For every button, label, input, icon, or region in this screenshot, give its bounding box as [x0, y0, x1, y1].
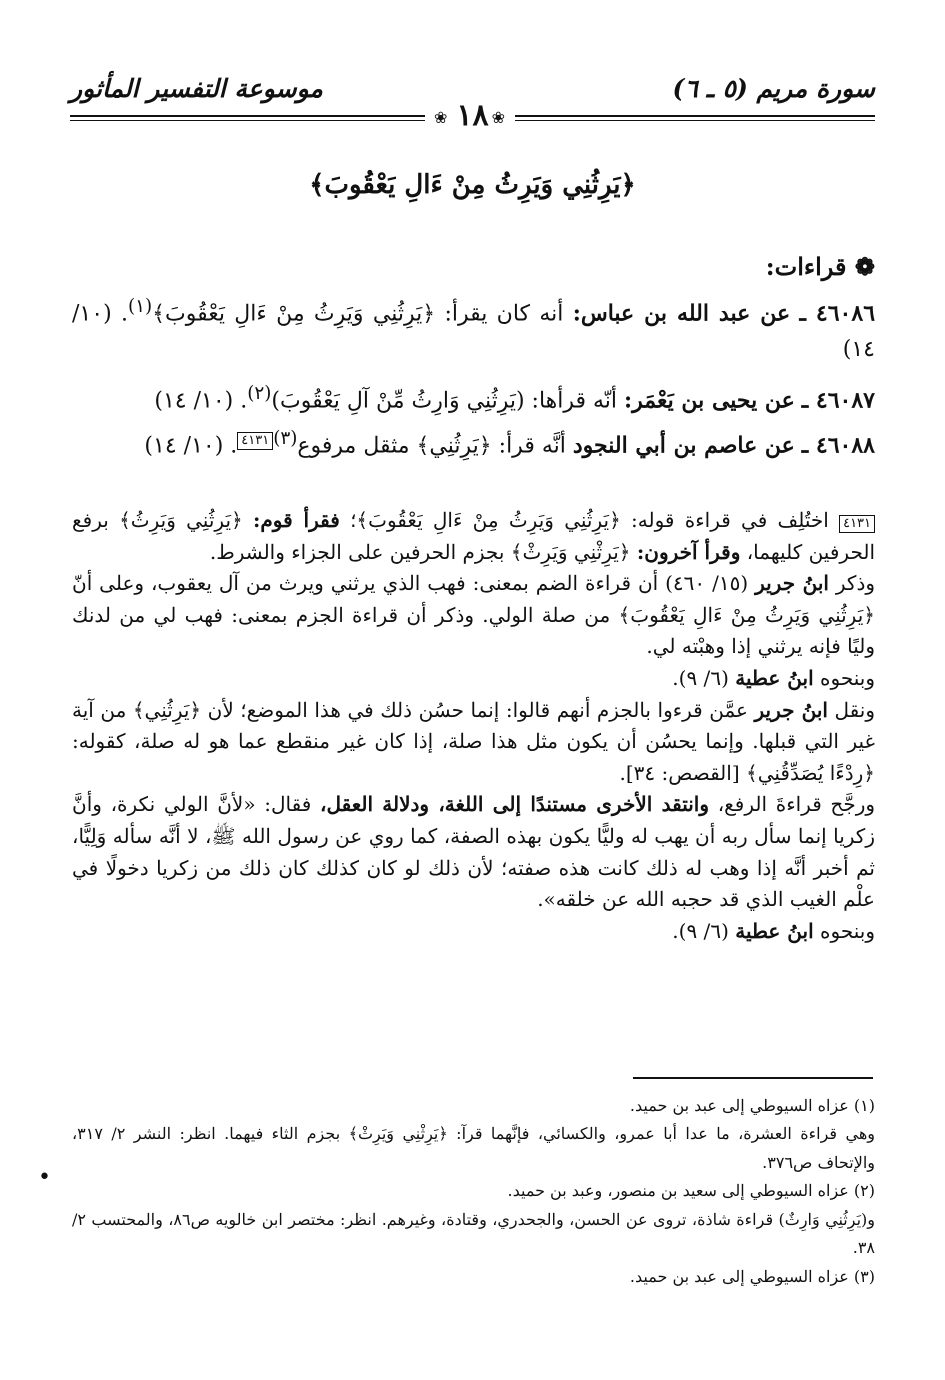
commentary-paragraph — [72, 695, 875, 790]
narration-text: أنّه قرأها: (يَرِثُنِي وَارِثُ مِّنْ آلِ يَعْقُوبَ) — [271, 388, 618, 414]
footnote-separator — [633, 1077, 873, 1079]
narrator: عن يحيى بن يَعْمَر: — [624, 387, 795, 414]
scholar-name: ابنُ جرير — [754, 697, 828, 722]
flower-icon: ❁ — [854, 252, 875, 281]
page-header — [70, 60, 875, 133]
footnotes — [72, 1092, 875, 1291]
commentary-bold: وقرأ آخرون: — [636, 539, 741, 564]
narrator: عن عاصم بن أبي النجود — [572, 432, 795, 459]
commentary-text: وبنحوه — [820, 918, 875, 943]
footnote-marker: (٢) — [247, 383, 272, 404]
commentary-block — [72, 505, 875, 947]
commentary-text: وبنحوه — [820, 665, 875, 690]
narration — [72, 379, 875, 419]
commentary-text: اختُلِف في قراءة قوله: ﴿يَرِثُنِي وَيَرِثُ مِنْ ءَالِ يَعْقُوبَ﴾؛ — [350, 508, 829, 532]
narrator: عن عبد الله بن عباس: — [572, 300, 791, 327]
volume-reference: (٦/ ٩). — [672, 665, 729, 690]
narration-text: أنه كان يقرأ: ﴿يَرِثُنِي وَيَرِثُ مِنْ ءَالِ يَعْقُوبَ﴾ — [152, 301, 564, 327]
scholar-name: ابنُ عطية — [735, 665, 814, 690]
margin-mark: • — [38, 1165, 51, 1190]
flower-ornament-icon: ❀ — [491, 108, 505, 127]
narration-number: ٤٦٠٨٨ ـ — [801, 432, 875, 459]
section-heading — [72, 248, 875, 286]
page-number: ١٨ — [456, 98, 489, 133]
commentary-text: عمَّن قرءوا بالجزم أنهم قالوا: إنما حسُن ذلك في هذا الموضع؛ لأن ﴿يَرِثُنِي﴾ من آية غير التي قبلها. وإنما يحسُن أن يكون مثل هذا صلة، إذا كان غير منقطع عما هو له صلة، كقوله: ﴿رِدْءًا يُصَدِّقُنِي﴾ [القصص: ٣٤]. — [72, 697, 875, 785]
narration-number: ٤٦٠٨٧ ـ — [801, 387, 875, 414]
scholar-name: ابنُ جرير — [755, 571, 829, 596]
narration-number: ٤٦٠٨٦ ـ — [799, 300, 876, 327]
footnote-marker: (١) — [127, 296, 153, 317]
commentary-text: فقال: «لأنَّ الولي نكرة، وأنَّ زكريا إنما سأل ربه أن يهب له وليًّا يكون بهذه الصفة، كما روي عن رسول الله ﷺ، لا أنَّه سأله وَلِيًّا، ثم أخبر أنَّه إذا وهب له ذلك كانت هذه صفته؛ لأن ذلك لو كان كذلك كان ذلك من زكريا دخولًا في علْم الغيب الذي قد حجبه الله عن خلقه». — [72, 792, 875, 912]
volume-reference: (٦/ ٩). — [672, 918, 729, 943]
commentary-box-label: ٤١٣١ — [839, 515, 875, 533]
commentary-text: ورجَّح قراءةَ الرفع، — [717, 792, 876, 817]
verse-heading: ﴿يَرِثُنِي وَيَرِثُ مِنْ ءَالِ يَعْقُوبَ﴾ — [309, 170, 636, 200]
commentary-text: وذكر — [835, 571, 876, 596]
commentary-paragraph — [72, 505, 875, 568]
narration-text: أنَّه قرأ: ﴿يَرِثُنِي﴾ مثقل مرفوع — [297, 433, 566, 459]
scholar-name: ابنُ عطية — [735, 918, 814, 943]
footnote: (١) عزاه السيوطي إلى عبد بن حميد. — [629, 1096, 875, 1115]
commentary-text: (١٥/ ٤٦٠) أن قراءة الضم بمعنى: فهب الذي يرثني ويرث من آل يعقوب، وعلى أنّ ﴿يَرِثُنِي وَيَرِثُ مِنْ ءَالِ يَعْقُوبَ﴾ من صلة الولي. وذكر أن قراءة الجزم بمعنى: فهب لي من لدنك وليًا فإنه يرثني إذا وهبْته لي. — [72, 571, 875, 659]
narration — [72, 424, 875, 464]
narration — [72, 292, 875, 367]
footnote: و(يَرِثُنِي وَارِثٌ) قراءة شاذة، تروى عن الحسن، والجحدري، وقتادة، وغيرهم. انظر: مختصر ابن خالويه ص٨٦، والمحتسب ٢/ ٣٨. — [72, 1209, 875, 1258]
commentary-paragraph — [72, 916, 875, 948]
commentary-bold: وانتقد الأخرى مستندًا إلى اللغة، ودلالة العقل، — [319, 792, 710, 817]
book-title: موسوعة التفسير المأثور — [70, 74, 323, 103]
volume-reference: . (١٠/ ١٤) — [72, 301, 875, 362]
section-title: قراءات: — [765, 252, 847, 281]
footnote: (٣) عزاه السيوطي إلى عبد بن حميد. — [629, 1266, 875, 1286]
commentary-text: ﴿يَرِثْنِي وَيَرِثْ﴾ بجزم الحرفين على الجزاء والشرط. — [209, 539, 631, 564]
commentary-paragraph — [72, 663, 875, 695]
commentary-paragraph — [72, 568, 875, 663]
commentary-text: ﴿يَرِثُنِي وَيَرِثُ﴾ برفع الحرفين كليهما، — [72, 508, 875, 564]
flower-ornament-icon: ❀ — [434, 108, 448, 127]
footnote: وهي قراءة العشرة، ما عدا أبا عمرو، والكسائي، فإنَّهما قرآ: ﴿يَرِثْنِي وَيَرِثْ﴾ بجزم الثاء فيهما. انظر: النشر ٢/ ٣١٧، والإتحاف ص٣٧٦. — [72, 1124, 875, 1172]
volume-reference: . (١٠/ ١٤) — [154, 388, 248, 414]
volume-reference: . (١٠/ ١٤) — [144, 433, 238, 459]
commentary-box-ref: ٤١٣١ — [237, 432, 273, 450]
surah-reference: سورة مريم (٥ ـ ٦) — [672, 74, 875, 103]
footnote: (٢) عزاه السيوطي إلى سعيد بن منصور، وعبد بن حميد. — [507, 1181, 875, 1201]
commentary-text: ونقل — [834, 697, 876, 722]
commentary-bold: فقرأ قوم: — [253, 508, 340, 532]
footnote-marker: (٣) — [273, 428, 298, 449]
commentary-paragraph — [72, 789, 875, 915]
